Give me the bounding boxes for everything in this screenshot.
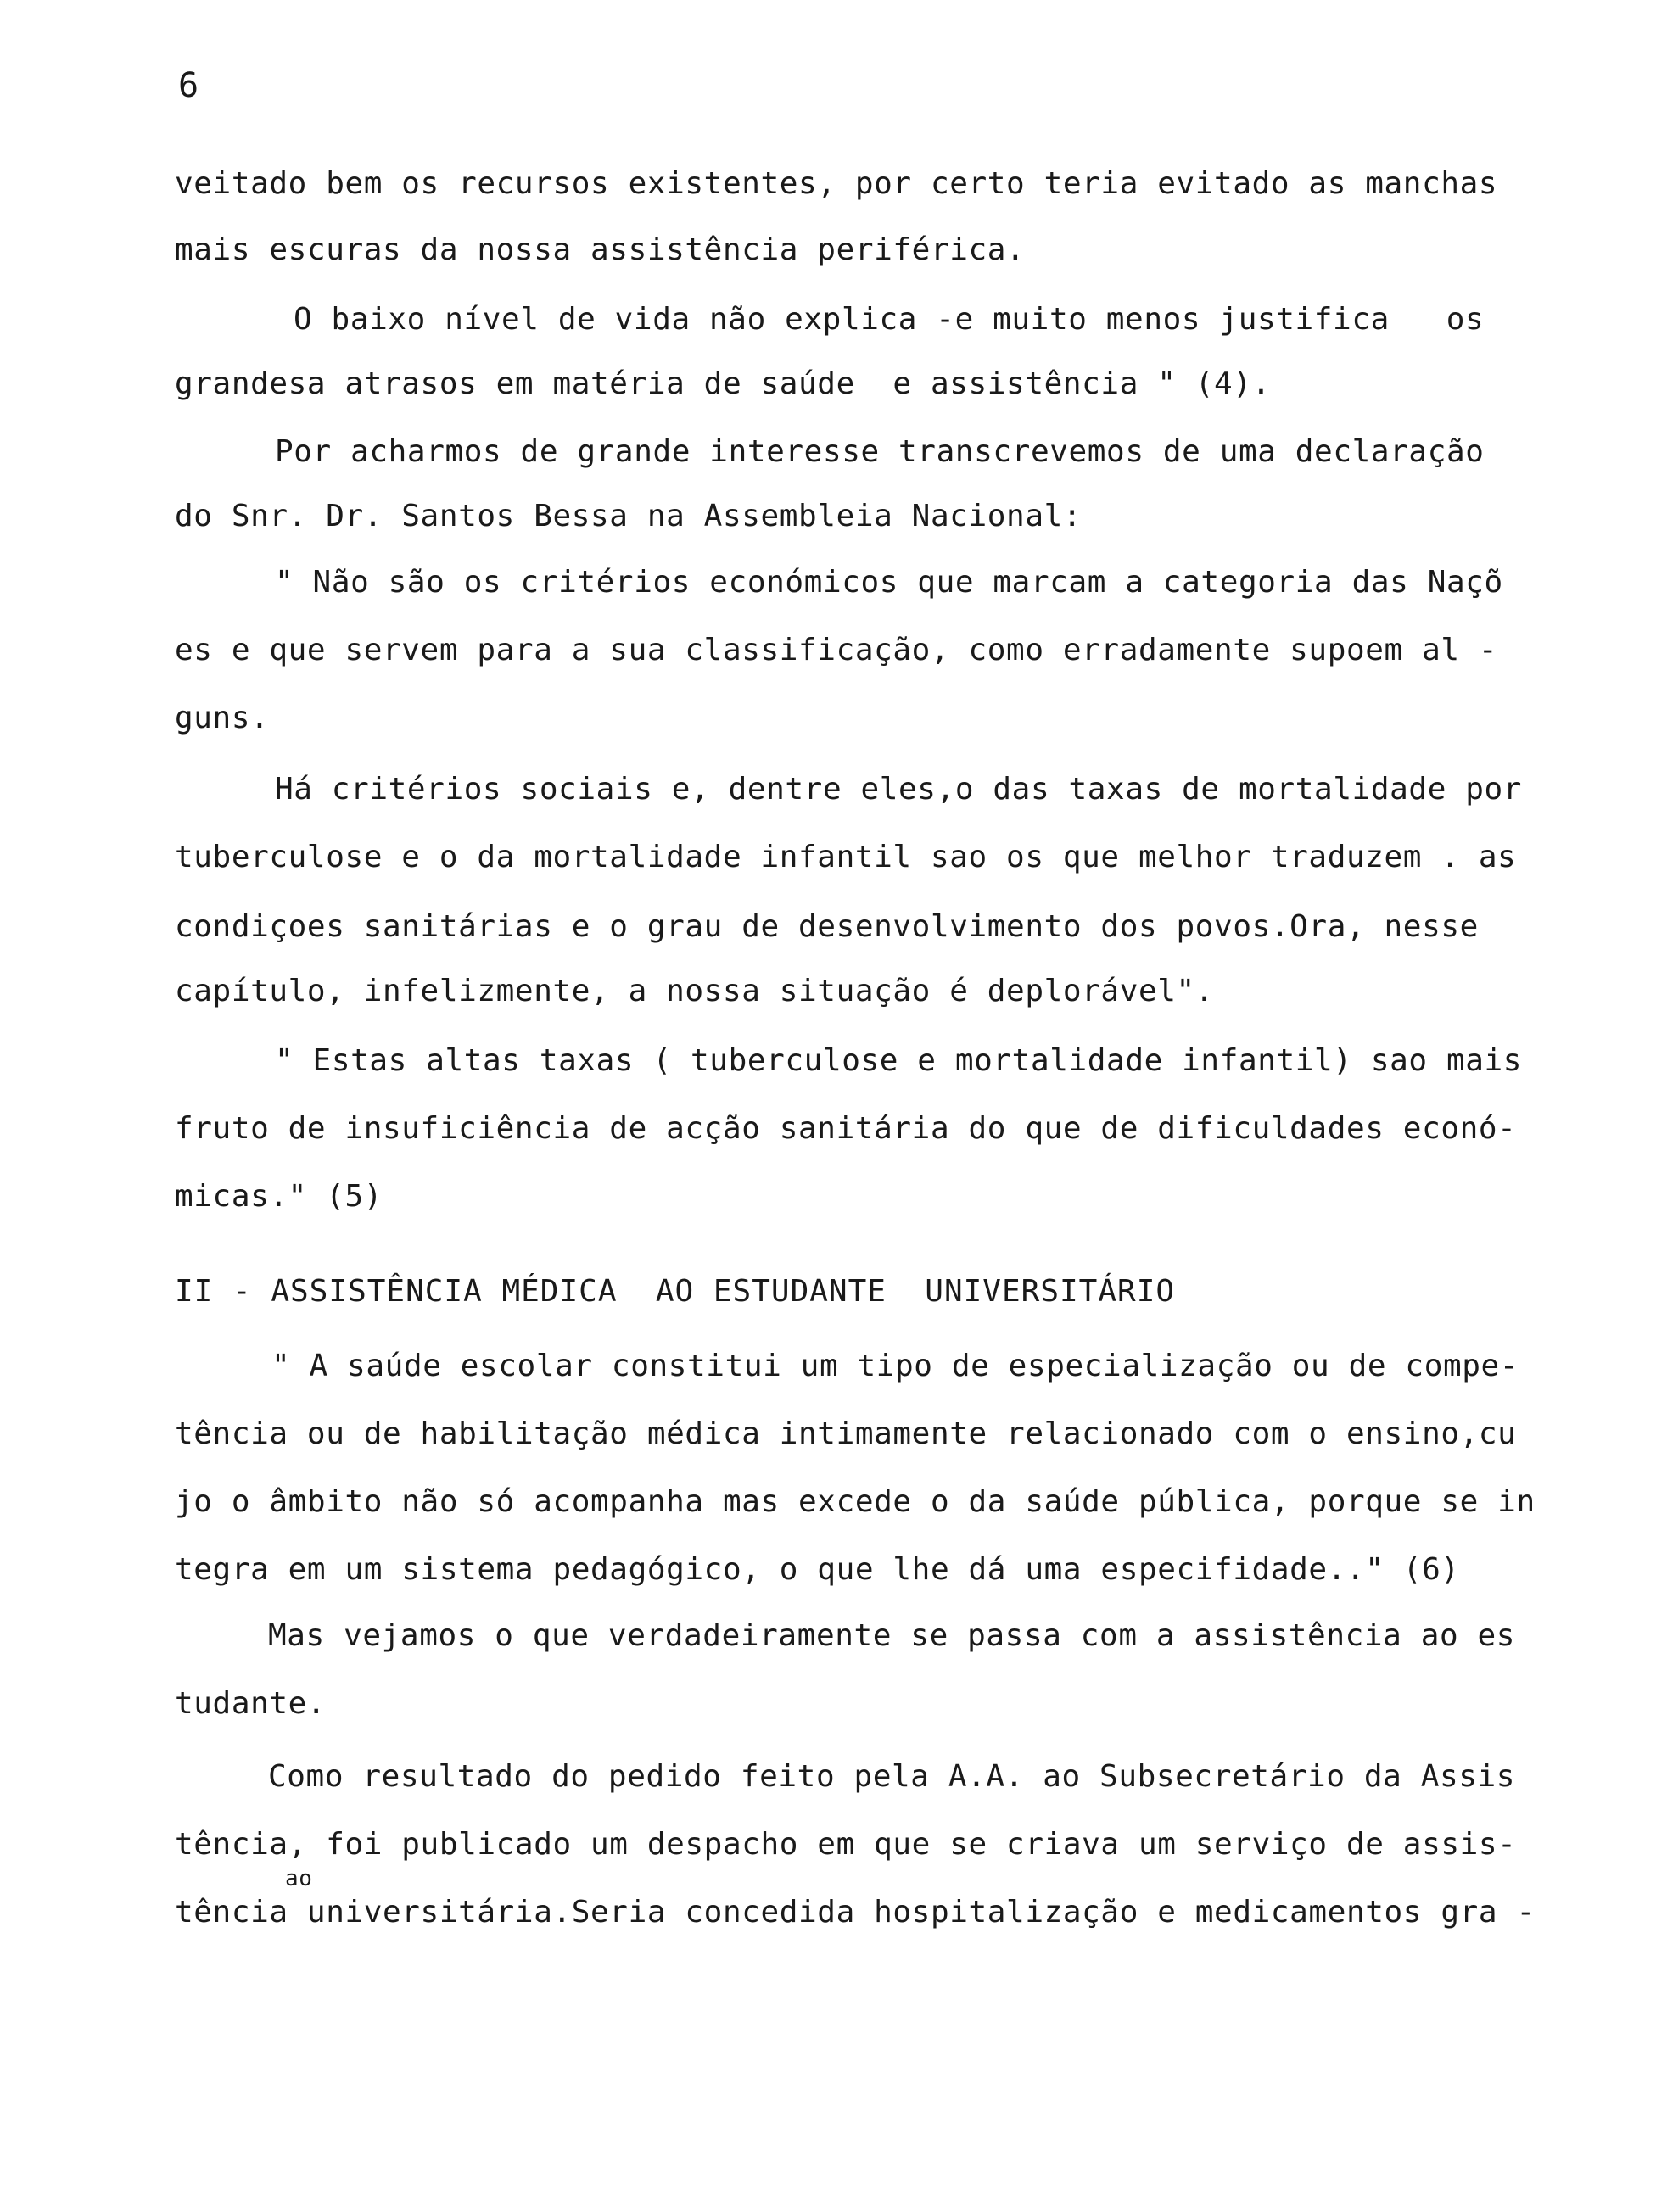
interlinear-note: ao <box>285 1866 313 1891</box>
text-line: tegra em um sistema pedagógico, o que lhe dá uma especifidade.." (6) <box>175 1552 1460 1587</box>
text-line: O baixo nível de vida não explica -e muito menos justifica os <box>294 302 1485 337</box>
text-line: Por acharmos de grande interesse transcrevemos de uma declaração <box>275 434 1485 469</box>
text-line: Como resultado do pedido feito pela A.A. ao Subsecretário da Assis <box>268 1759 1516 1794</box>
text-line: guns. <box>175 701 270 735</box>
text-line: do Snr. Dr. Santos Bessa na Assembleia Nacional: <box>175 499 1083 533</box>
text-line: tudante. <box>175 1686 327 1721</box>
text-line: es e que servem para a sua classificação, como erradamente supoem al - <box>175 633 1498 668</box>
text-line: " Não são os critérios económicos que marcam a categoria das Naçõ <box>275 565 1503 600</box>
text-line: " A saúde escolar constitui um tipo de especialização ou de compe- <box>271 1349 1519 1383</box>
text-line: grandesa atrasos em matéria de saúde e assistência " (4). <box>175 366 1271 401</box>
text-line: jo o âmbito não só acompanha mas excede o da saúde pública, porque se in <box>175 1484 1536 1519</box>
text-line: veitado bem os recursos existentes, por certo teria evitado as manchas <box>175 166 1498 201</box>
text-line: fruto de insuficiência de acção sanitária do que de dificuldades econó- <box>175 1111 1517 1146</box>
text-line: tuberculose e o da mortalidade infantil sao os que melhor traduzem . as <box>175 840 1517 874</box>
text-line: condiçoes sanitárias e o grau de desenvolvimento dos povos.Ora, nesse <box>175 909 1479 944</box>
text-line: Há critérios sociais e, dentre eles,o das taxas de mortalidade por <box>275 772 1523 807</box>
text-line: tência, foi publicado um despacho em que se criava um serviço de assis- <box>175 1827 1517 1862</box>
section-heading: II - ASSISTÊNCIA MÉDICA AO ESTUDANTE UNIVERSITÁRIO <box>175 1274 1176 1309</box>
text-line: micas." (5) <box>175 1179 383 1214</box>
text-line: Mas vejamos o que verdadeiramente se passa com a assistência ao es <box>268 1618 1516 1653</box>
text-line: " Estas altas taxas ( tuberculose e mortalidade infantil) sao mais <box>275 1043 1523 1078</box>
text-line: capítulo, infelizmente, a nossa situação é deplorável". <box>175 974 1215 1008</box>
page-number: 6 <box>178 66 199 105</box>
text-line: tência universitária.Seria concedida hospitalização e medicamentos gra - <box>175 1895 1536 1930</box>
text-line: tência ou de habilitação médica intimamente relacionado com o ensino,cu <box>175 1416 1517 1451</box>
text-line: mais escuras da nossa assistência periférica. <box>175 232 1026 267</box>
